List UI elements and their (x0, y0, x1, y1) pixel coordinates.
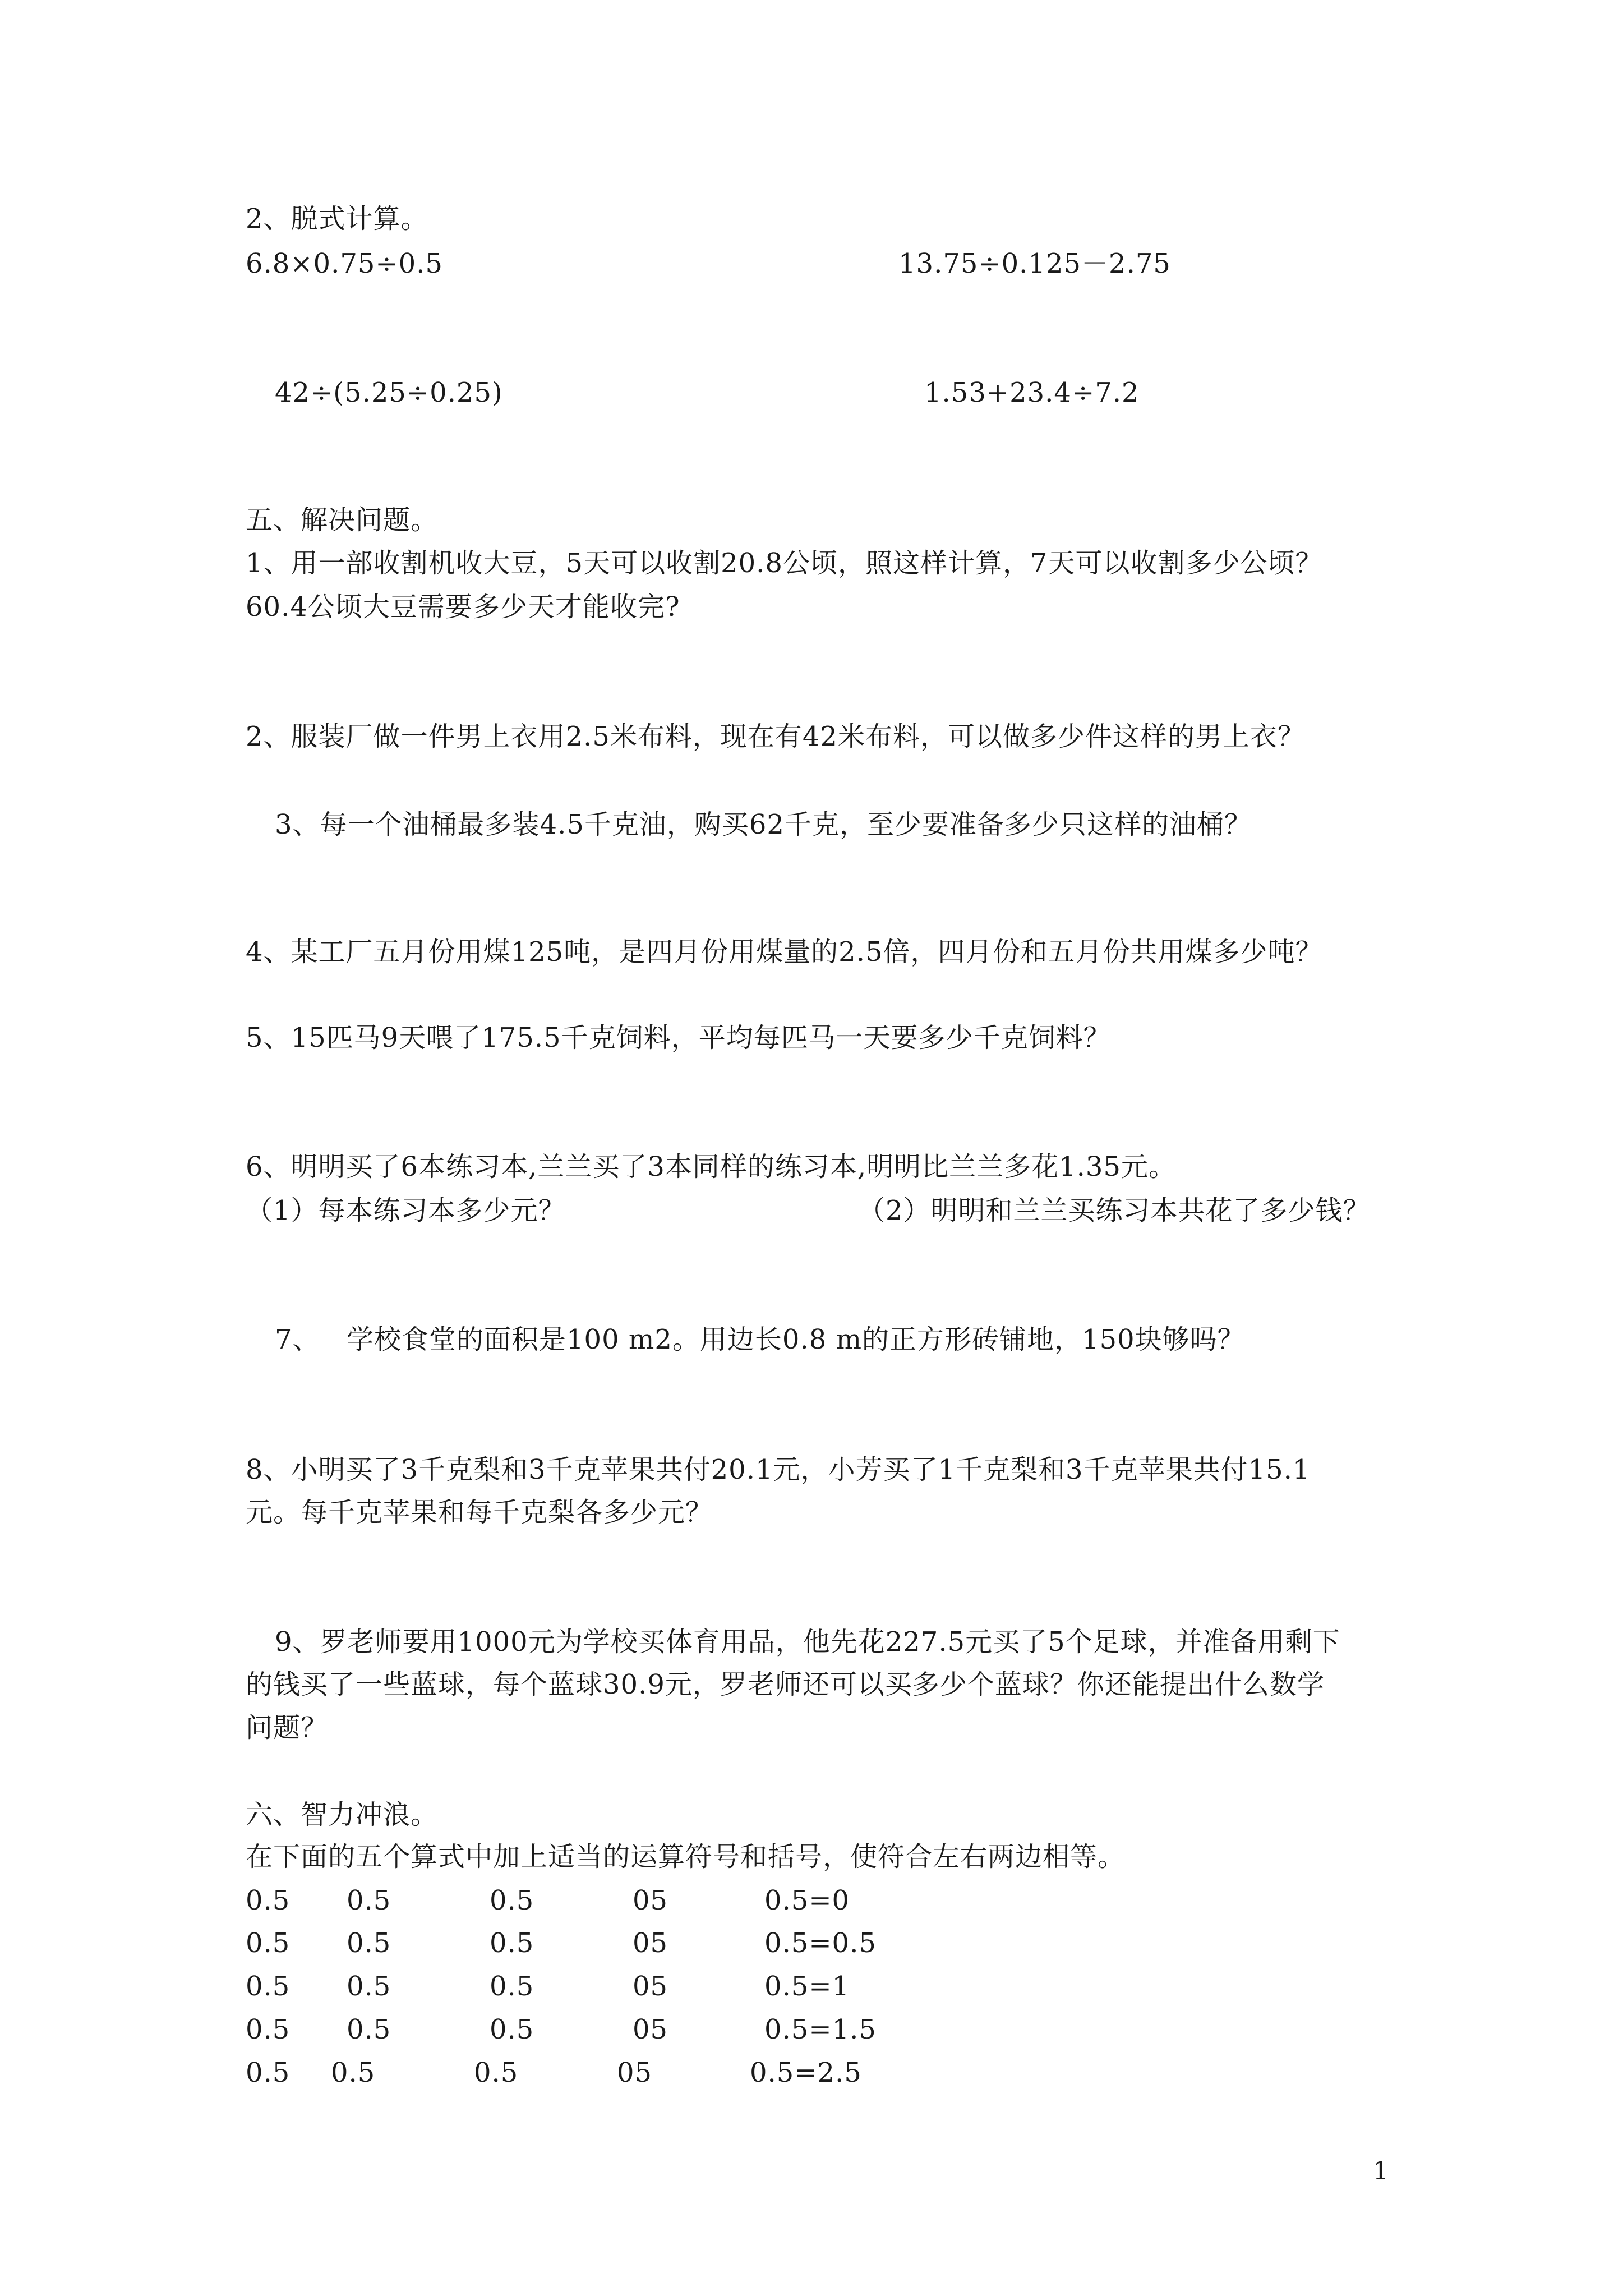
problem-3: 3、每一个油桶最多装4.5千克油，购买62千克，至少要准备多少只这样的油桶？ (275, 809, 1252, 840)
puzzle-term: 05 (633, 1885, 668, 1916)
calc-expression: 42÷(5.25÷0.25) (275, 377, 503, 408)
problem-2: 2、服装厂做一件男上衣用2.5米布料，现在有42米布料，可以做多少件这样的男上衣？ (246, 721, 1305, 752)
puzzle-term: 05 (633, 1927, 668, 1959)
puzzle-result: 0.5=2.5 (750, 2057, 862, 2088)
calc-expression: 13.75÷0.125－2.75 (898, 248, 1171, 279)
puzzle-term: 0.5 (490, 1971, 534, 2002)
calc-expression: 6.8×0.75÷0.5 (246, 248, 443, 279)
problem-6-sub: （2）明明和兰兰买练习本共花了多少钱？ (858, 1195, 1371, 1226)
puzzle-term: 0.5 (490, 1885, 534, 1916)
problem-4: 4、某工厂五月份用煤125吨，是四月份用煤量的2.5倍，四月份和五月份共用煤多少吨？ (246, 936, 1323, 968)
puzzle-term: 0.5 (347, 1927, 391, 1959)
problem-9-line: 问题？ (246, 1712, 329, 1743)
puzzle-term: 0.5 (490, 2014, 534, 2045)
puzzle-term: 05 (617, 2057, 653, 2088)
problem-6-line: 6、明明买了6本练习本,兰兰买了3本同样的练习本,明明比兰兰多花1.35元。 (246, 1151, 1177, 1182)
puzzle-term: 0.5 (490, 1927, 534, 1959)
calc-heading: 2、脱式计算。 (246, 203, 428, 234)
puzzle-result: 0.5=1.5 (764, 2014, 877, 2045)
problem-8-line: 8、小明买了3千克梨和3千克苹果共付20.1元，小芳买了1千克梨和3千克苹果共付15.1 (246, 1454, 1311, 1485)
problem-8-line: 元。每千克苹果和每千克梨各多少元？ (246, 1497, 713, 1528)
puzzle-term: 05 (633, 2014, 668, 2045)
puzzle-result: 0.5=0 (764, 1885, 850, 1916)
puzzle-term: 0.5 (246, 1927, 291, 1959)
puzzle-term: 0.5 (347, 1971, 391, 2002)
problems-heading: 五、解决问题。 (246, 504, 439, 536)
problem-9-line: 的钱买了一些蓝球，每个蓝球30.9元，罗老师还可以买多少个蓝球？你还能提出什么数学 (246, 1669, 1325, 1700)
puzzle-term: 0.5 (246, 2057, 291, 2088)
puzzle-term: 0.5 (246, 1971, 291, 2002)
puzzle-heading: 六、智力冲浪。 (246, 1799, 439, 1830)
puzzle-term: 0.5 (474, 2057, 519, 2088)
calc-expression: 1.53+23.4÷7.2 (924, 377, 1140, 408)
problem-1-line: 60.4公顷大豆需要多少天才能收完? (246, 591, 680, 623)
puzzle-result: 0.5=0.5 (764, 1927, 877, 1959)
puzzle-instruction: 在下面的五个算式中加上适当的运算符号和括号，使符合左右两边相等。 (246, 1841, 1126, 1872)
page-number: 1 (1373, 2157, 1389, 2185)
problem-7: 学校食堂的面积是100 m2。用边长0.8 m的正方形砖铺地，150块够吗？ (347, 1324, 1245, 1355)
puzzle-term: 0.5 (347, 2014, 391, 2045)
problem-1-line: 1、用一部收割机收大豆，5天可以收割20.8公顷，照这样计算，7天可以收割多少公顷？ (246, 547, 1323, 579)
problem-5: 5、15匹马9天喂了175.5千克饲料，平均每匹马一天要多少千克饲料？ (246, 1022, 1111, 1053)
puzzle-term: 05 (633, 1971, 668, 2002)
puzzle-term: 0.5 (331, 2057, 376, 2088)
problem-9-line: 9、罗老师要用1000元为学校买体育用品，他先花227.5元买了5个足球，并准备用剩下 (275, 1626, 1340, 1658)
puzzle-term: 0.5 (347, 1885, 391, 1916)
puzzle-term: 0.5 (246, 2014, 291, 2045)
puzzle-result: 0.5=1 (764, 1971, 850, 2002)
puzzle-term: 0.5 (246, 1885, 291, 1916)
problem-6-sub: （1）每本练习本多少元？ (246, 1195, 566, 1226)
problem-7-number: 7、 (275, 1324, 320, 1355)
